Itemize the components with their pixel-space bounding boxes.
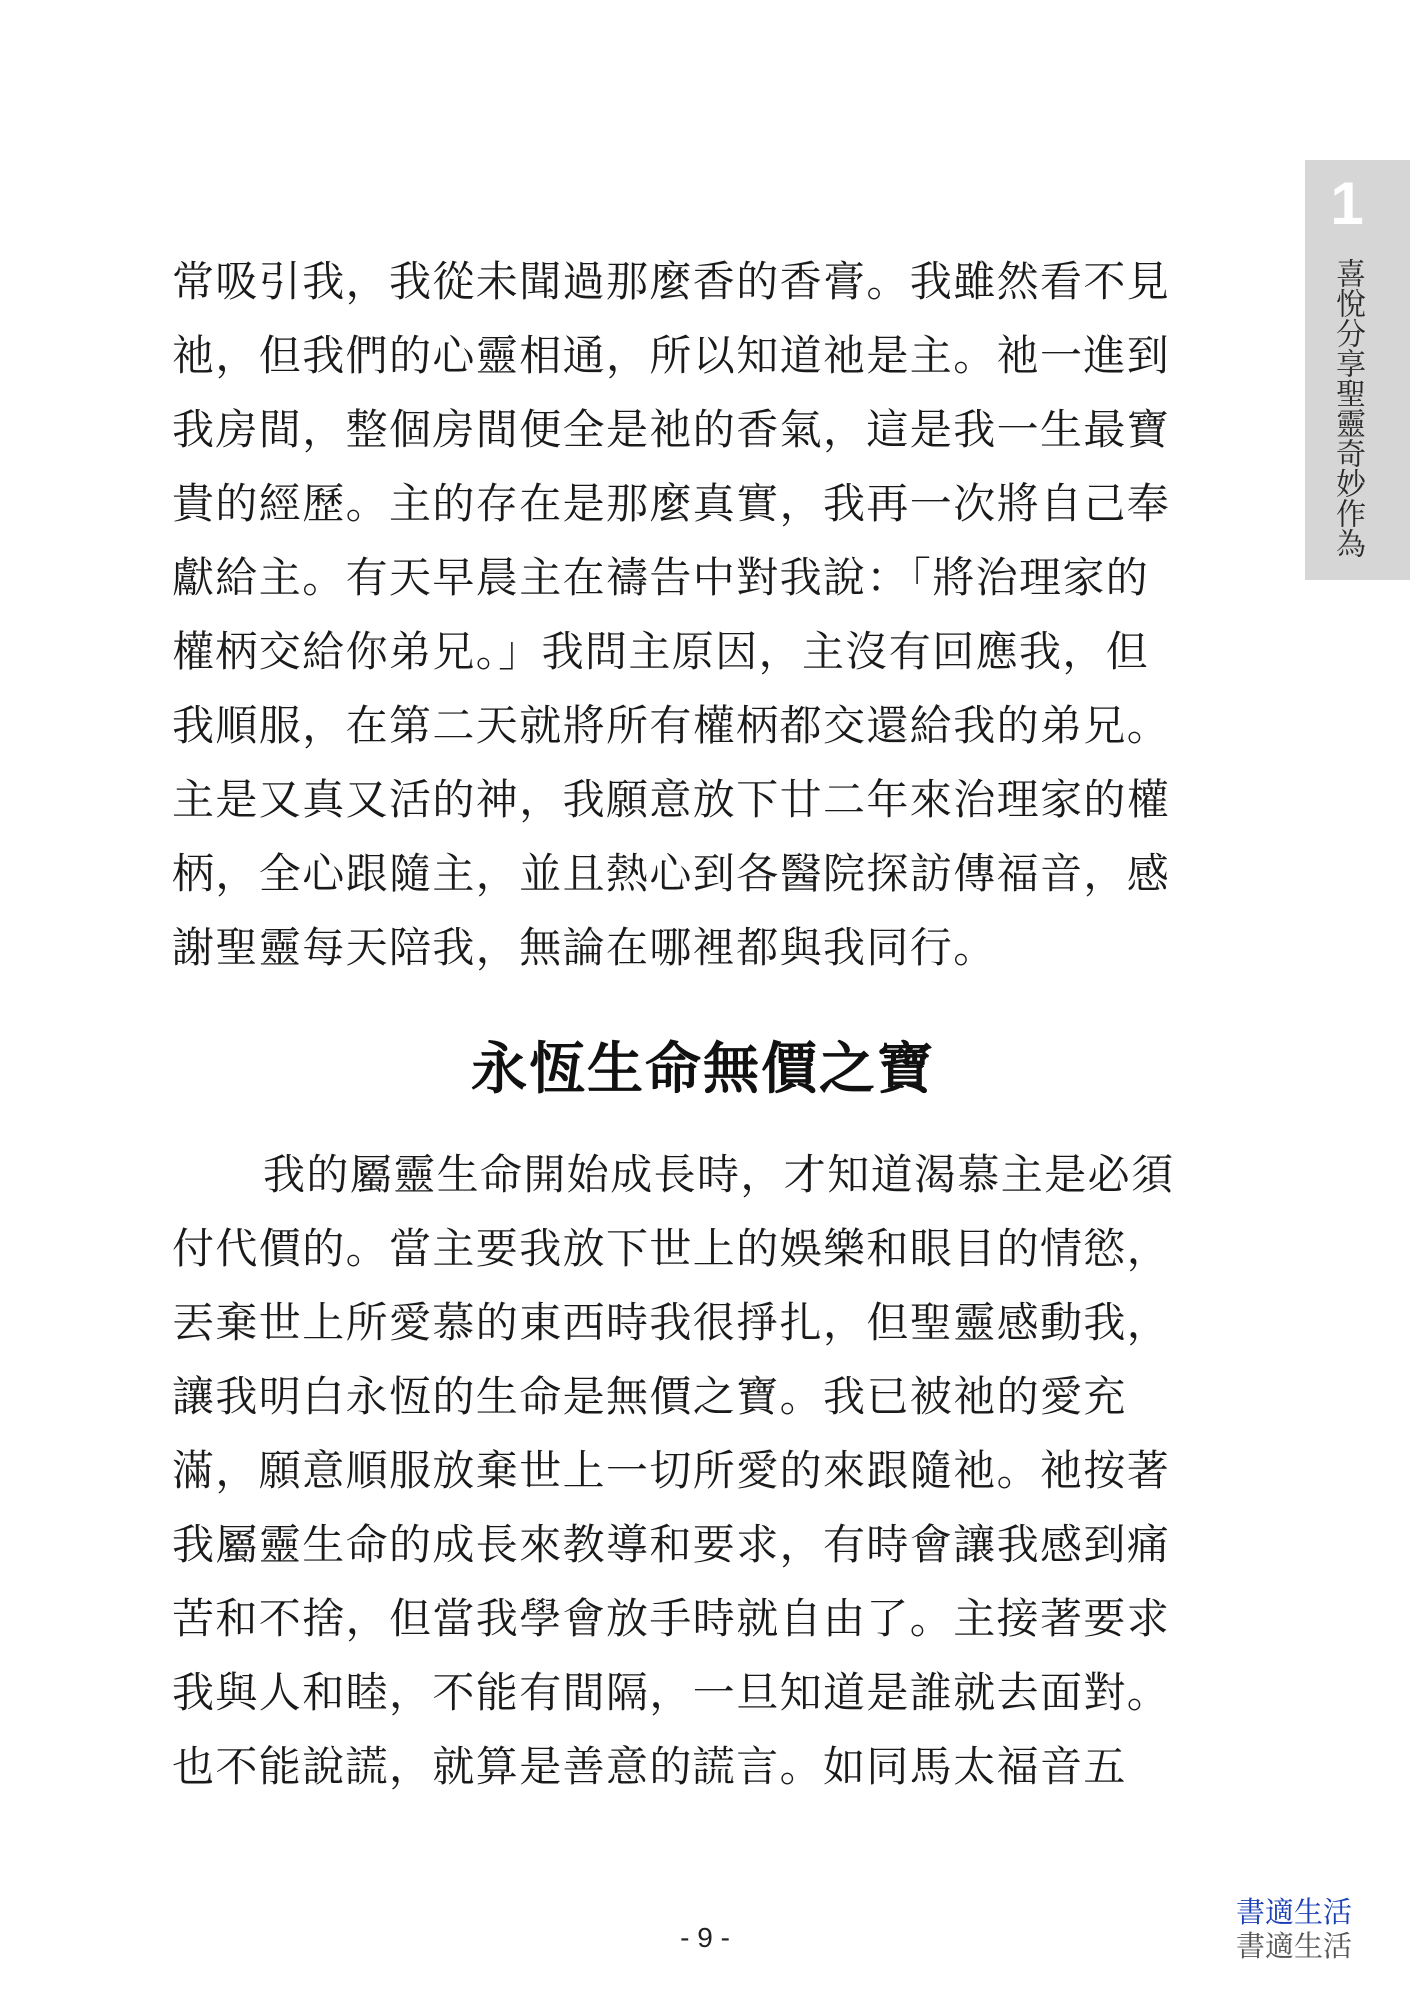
page-number: - 9 -	[680, 1922, 730, 1953]
text-line: 付代價的。當主要我放下世上的娛樂和眼目的情慾，	[172, 1224, 1171, 1273]
text-line: 權柄交給你弟兄。」我問主原因，主沒有回應我，但	[172, 627, 1150, 676]
text-line: 我順服，在第二天就將所有權柄都交還給我的弟兄。	[172, 701, 1171, 750]
text-line: 我房間，整個房間便全是祂的香氣，這是我一生最寶	[172, 405, 1171, 454]
brand-line-secondary: 書適生活	[1235, 1929, 1352, 1963]
chapter-side-tab	[1305, 160, 1410, 580]
text-line: 苦和不捨，但當我學會放手時就自由了。主接著要求	[172, 1594, 1171, 1643]
text-line: 讓我明白永恆的生命是無價之寶。我已被祂的愛充	[172, 1372, 1127, 1421]
brand-line-primary: 書適生活	[1235, 1895, 1352, 1929]
paragraph-1	[172, 245, 1234, 985]
section-heading: 永恆生命無價之寶	[471, 1037, 935, 1102]
text-line: 祂，但我們的心靈相通，所以知道祂是主。祂一進到	[172, 331, 1171, 380]
text-line: 我與人和睦，不能有間隔，一旦知道是誰就去面對。	[172, 1668, 1171, 1717]
text-line: 我屬靈生命的成長來教導和要求，有時會讓我感到痛	[172, 1520, 1171, 1569]
text-line: 常吸引我，我從未聞過那麼香的香膏。我雖然看不見	[172, 257, 1171, 306]
publisher-brand	[1236, 1895, 1352, 1963]
text-line: 我的屬靈生命開始成長時，才知道渴慕主是必須	[263, 1150, 1175, 1199]
paragraph-2	[172, 1138, 1234, 1804]
text-line: 謝聖靈每天陪我，無論在哪裡都與我同行。	[172, 923, 997, 972]
text-line: 柄，全心跟隨主，並且熱心到各醫院探訪傳福音，感	[172, 849, 1171, 898]
text-line: 丟棄世上所愛慕的東西時我很掙扎，但聖靈感動我，	[172, 1298, 1171, 1347]
text-line: 貴的經歷。主的存在是那麼真實，我再一次將自己奉	[172, 479, 1171, 528]
text-line: 也不能說謊，就算是善意的謊言。如同馬太福音五	[172, 1742, 1127, 1791]
text-line: 滿，願意順服放棄世上一切所愛的來跟隨祂。祂按著	[172, 1446, 1171, 1495]
chapter-title: 喜悅分享聖靈奇妙作為	[1330, 258, 1365, 558]
text-line: 獻給主。有天早晨主在禱告中對我說：「將治理家的	[172, 553, 1150, 602]
chapter-number: 1	[1330, 170, 1364, 237]
text-line: 主是又真又活的神，我願意放下廿二年來治理家的權	[172, 775, 1171, 824]
